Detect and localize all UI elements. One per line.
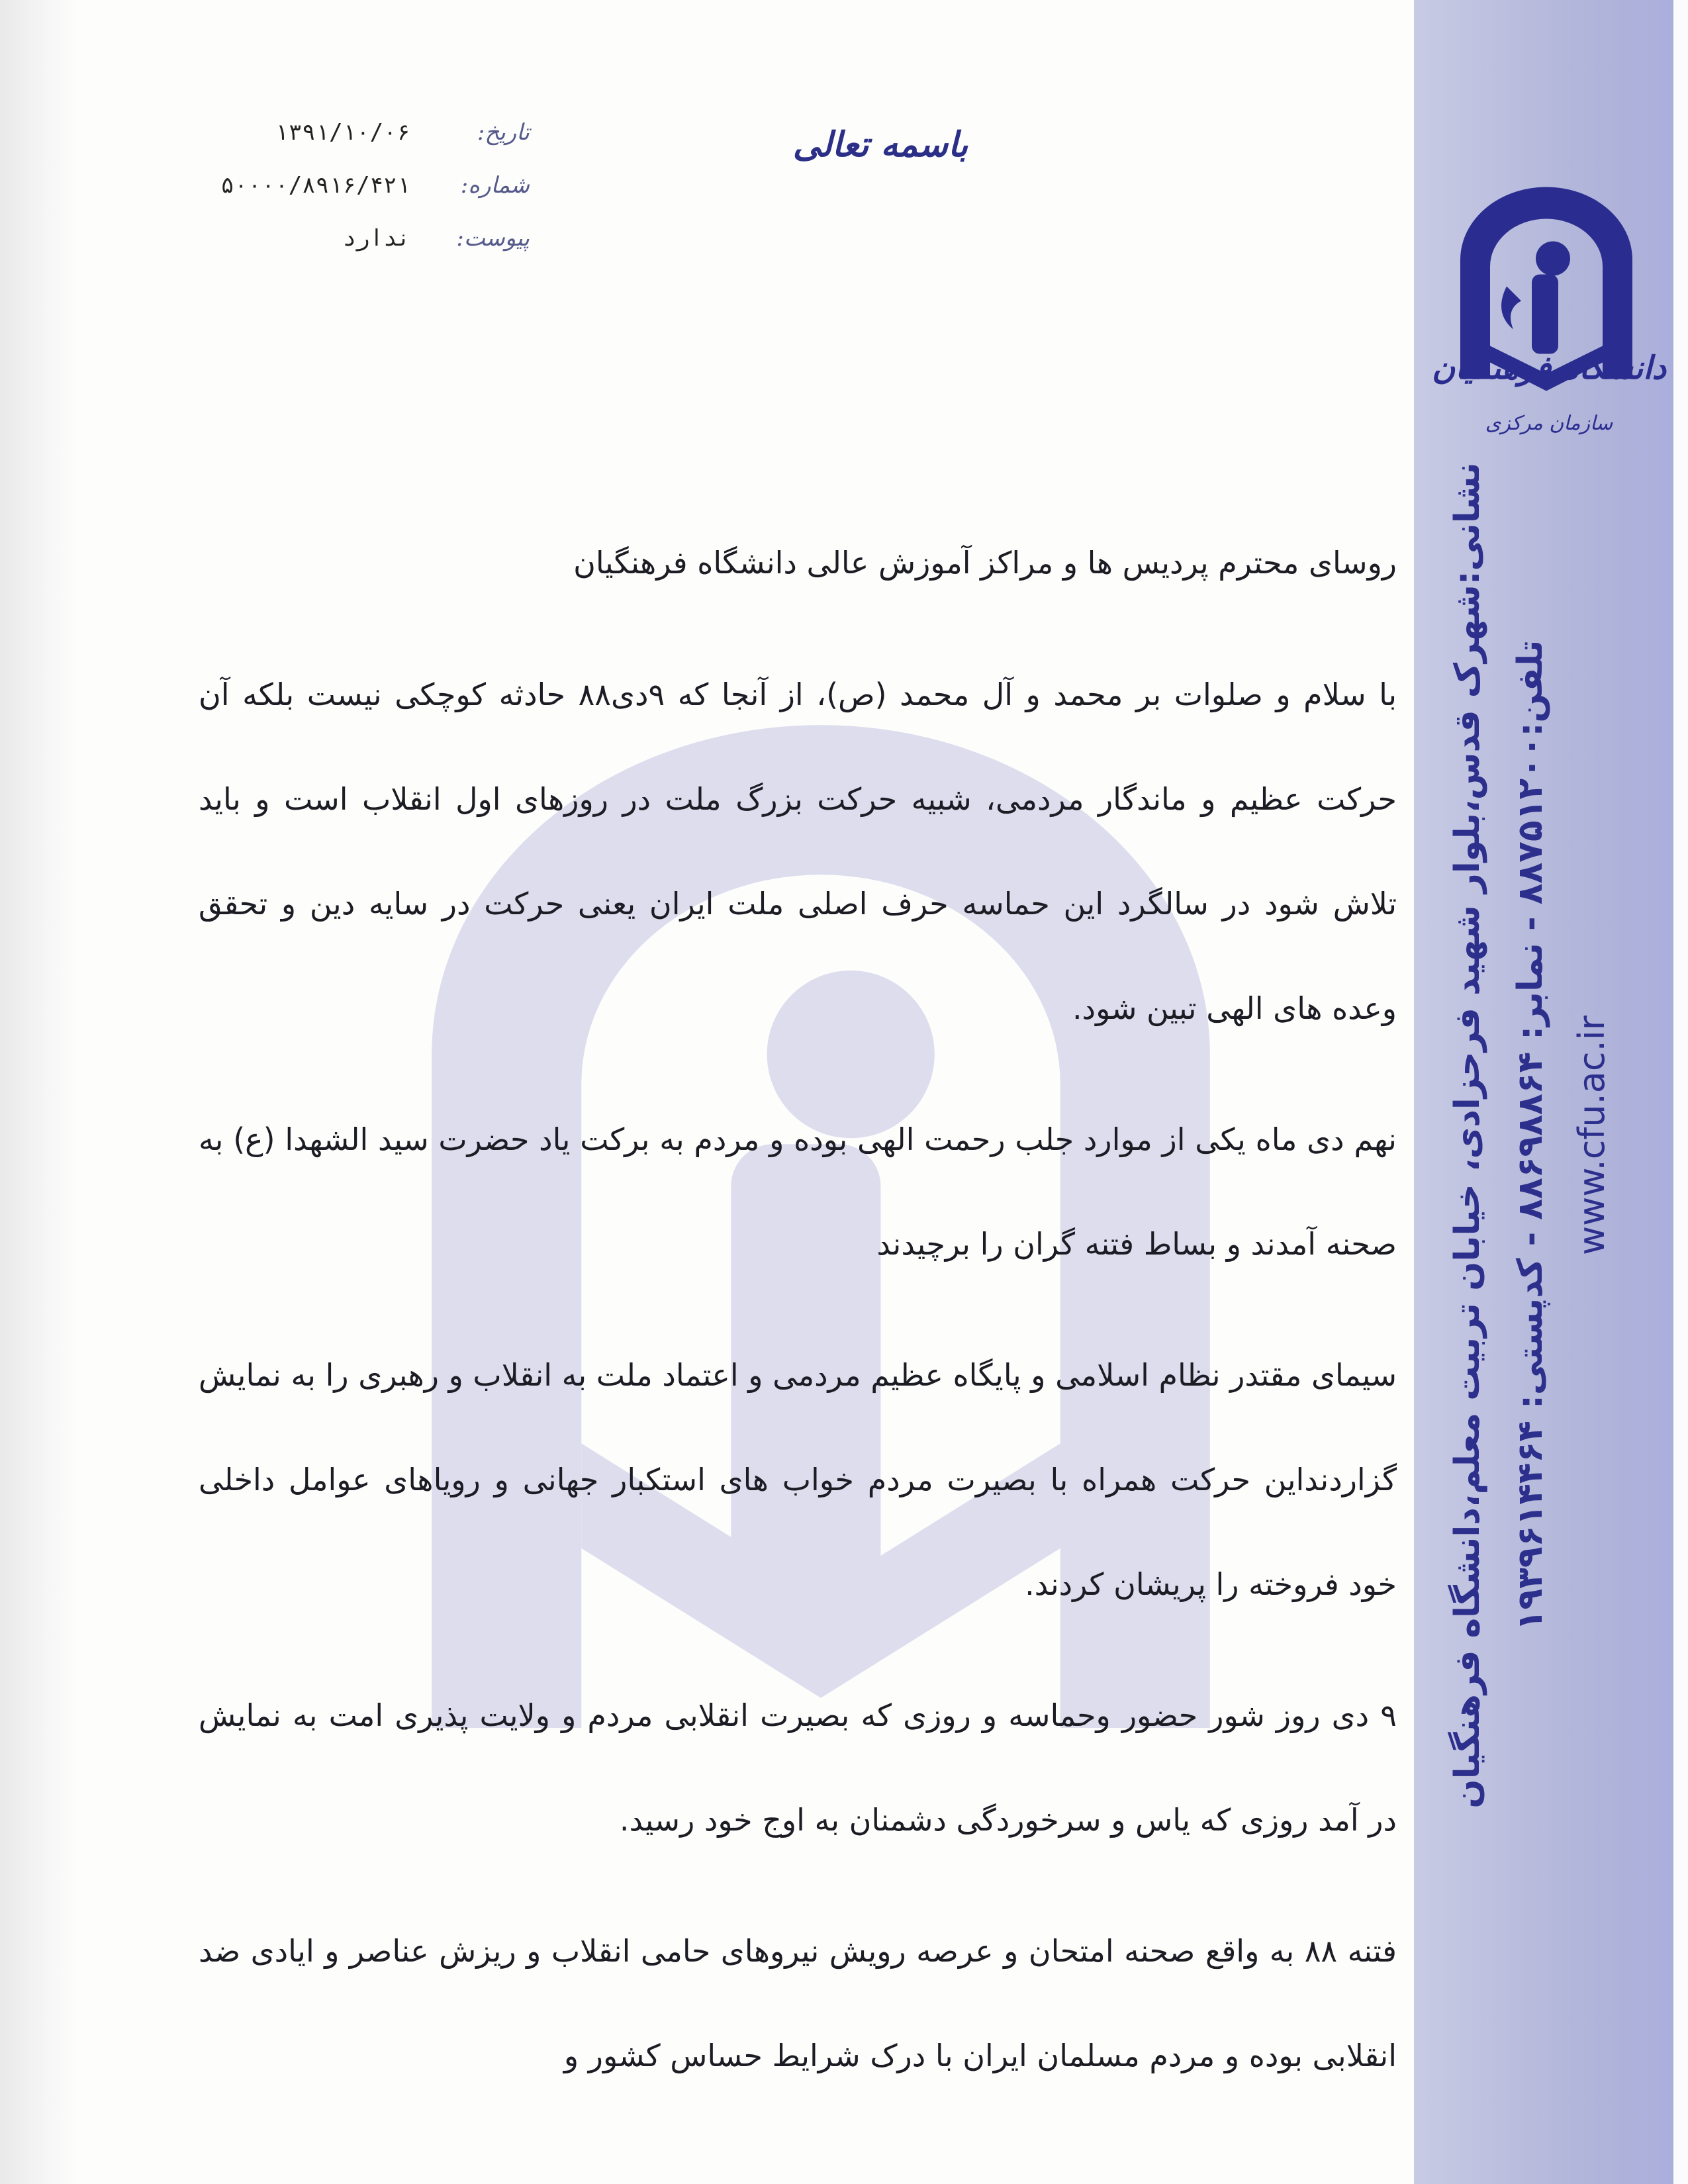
letter-paragraph: نهم دی ماه یکی از موارد جلب رحمت الهی بوده و مردم به برکت یاد حضرت سید الشهدا (ع) به صحنه آمدند و بساط فتنه گران را برچیدند (199, 1121, 1397, 1262)
letterhead-footer (1436, 440, 1635, 1830)
footer-address: نشانی:شهرک قدس،بلوار شهید فرحزادی، خیابان تربیت معلم،دانشگاه فرهنگیان (1448, 462, 1487, 1809)
meta-number-value: ۵۰۰۰۰/۸۹۱۶/۴۲۱ (220, 172, 410, 199)
meta-attachment-value: ندارد (342, 225, 410, 252)
meta-date-label: تاریخ: (477, 119, 530, 146)
letter-paragraph: با سلام و صلوات بر محمد و آل محمد (ص)، از آنجا که ۹دی۸۸ حادثه کوچکی نیست بلکه آن حرکت عظیم و ماندگار مردمی، شبیه حرکت بزرگ ملت در روزهای اول انقلاب است و باید تلاش شود در سالگرد این حماسه حرف اصلی ملت ایران یعنی حرکت در سایه دین و تحقق وعده های الهی تبین شود. (199, 677, 1397, 1026)
scan-left-edge (0, 0, 78, 2184)
logo-subtitle: سازمان مرکزی (1485, 412, 1613, 435)
letter-paragraph: سیمای مقتدر نظام اسلامی و پایگاه عظیم مردمی و اعتماد ملت به انقلاب و رهبری را به نمایش گزاردنداین حرکت همراه با بصیرت مردم خواب های استکبار جهانی و رویاهای عوامل داخلی خود فروخته را پریشان کردند. (199, 1357, 1397, 1602)
meta-attachment-label: پیوست: (456, 225, 530, 252)
header-invocation: باسمه تعالی (792, 124, 968, 165)
logo-title: دانشگاه فرهنگیان (1432, 350, 1666, 387)
university-logo-icon (1447, 132, 1646, 457)
meta-number-row (132, 159, 530, 212)
letter-meta (132, 106, 530, 265)
meta-attachment-row (132, 212, 530, 265)
letter-paragraph: ۹ دی روز شور حضور وحماسه و روزی که بصیرت انقلابی مردم و ولایت پذیری امت به نمایش در آمد روزی که یاس و سرخوردگی دشمنان به اوج خود رسید. (199, 1697, 1397, 1838)
letter-salutation: روسای محترم پردیس ها و مراکز آموزش عالی دانشگاه فرهنگیان (573, 545, 1397, 581)
meta-date-row (132, 106, 530, 159)
footer-website: www.cfu.ac.ir (1571, 1016, 1613, 1255)
letter-body (199, 523, 1397, 2134)
letter-paragraph: فتنه ۸۸ به واقع صحنه امتحان و عرصه رویش نیروهای حامی انقلاب و ریزش عناصر و ایادی ضد انقلابی بوده و مردم مسلمان ایران با درک شرایط حساس کشور و (199, 1933, 1397, 2073)
scan-right-edge (1673, 0, 1688, 2184)
footer-phone: تلفن:۸۸۷۵۱۲۰۰ - نمابر: ۸۸۶۹۸۸۶۴ - کدپستی: ۱۹۳۹۶۱۴۴۶۴ (1511, 640, 1550, 1631)
meta-number-label: شماره: (460, 172, 530, 199)
meta-date-value: ۱۳۹۱/۱۰/۰۶ (275, 119, 410, 146)
